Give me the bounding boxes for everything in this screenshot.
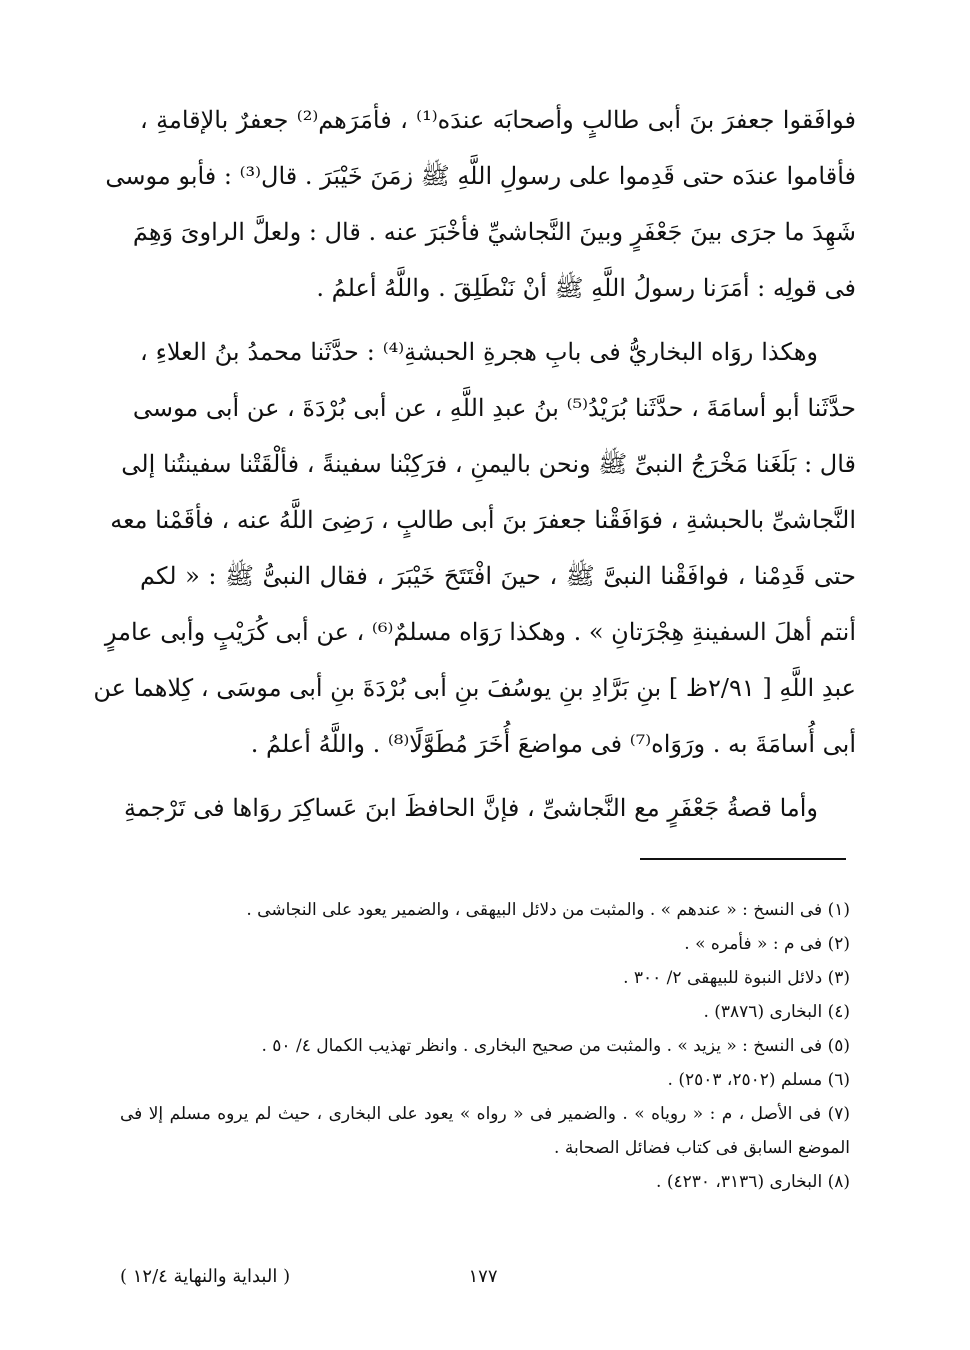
text-line: عبدِ اللَّهِ [ ٢/٩١ظ ] بنِ بَرَّادِ بنِ يوسُفَ بنِ أبى بُرْدَةَ بنِ أبى موسَى ، كِلاهما عن	[93, 674, 856, 702]
main-text	[93, 92, 857, 836]
text-line: وأما قصةُ جَعْفَرٍ مع النَّجاشىِّ ، فإنَّ الحافظَ ابنَ عَساكِرَ روَاها فى تَرْجمةِ	[123, 794, 818, 822]
footnote: (١) فى النسخ : « عندهم » . والمثبت من دلائل البيهقى ، والضمير يعود على النجاشى .	[246, 900, 850, 920]
text-line: حدَّثَنا أبو أسامَةَ ، حدَّثَنا بُرَيْدُ⁽⁵⁾ بنُ عبدِ اللَّهِ ، عن أبى بُرْدَةَ ، عن أبى موسى	[132, 394, 856, 422]
text-line: قال : بَلَغَنا مَخْرَجُ النبىِّ ﷺ ونحن باليمنِ ، فرَكِبْنا سفينةً ، فألْقَتْنا سفينتُنا إلى	[121, 450, 856, 478]
text-line: فى قولِه : أمَرَنا رسولُ اللَّهِ ﷺ أنْ نَنْطَلِقَ . واللَّهُ أعلمُ .	[316, 274, 856, 302]
footnote: (٥) فى النسخ : « يزيد » . والمثبت من صحيح البخارى . وانظر تهذيب الكمال ٤/ ٥٠ .	[261, 1036, 850, 1056]
footnote: (٢) فى م : « فأمره » .	[684, 934, 850, 954]
page-number: ١٧٧	[468, 1266, 498, 1287]
text-line: النَّجاشىِّ بالحبشةِ ، فوَافَقْنا جعفرَ بنَ أبى طالبٍ ، رَضِىَ اللَّهُ عنه ، فأقَمْنا معه	[110, 506, 856, 534]
footnotes	[120, 893, 850, 1199]
text-line: وهكذا روَاه البخاريُّ فى بابِ هجرةِ الحبشةِ⁽⁴⁾ : حدَّثَنا محمدُ بنُ العلاءِ ،	[140, 338, 819, 366]
text-line: أبى أُسامَةَ به . ورَوَاه⁽⁷⁾ فى مواضعَ أُخَرَ مُطَوَّلًا⁽⁸⁾ . واللَّهُ أعلمُ .	[250, 730, 856, 758]
paragraph-3	[123, 780, 856, 836]
footnote-continuation: الموضع السابق فى كتاب فضائل الصحابة .	[554, 1138, 850, 1158]
text-line: شَهِدَ ما جرَى بينَ جَعْفَرٍ وبينَ النَّجاشيِّ فأخْبَرَ عنه . قال : ولعلَّ الراوىَ وَهِمَ	[132, 218, 856, 246]
running-title: ( البداية والنهاية ١٢/٤ )	[120, 1266, 291, 1287]
text-line: حتى قَدِمْنا ، فوافَقْنا النبىَّ ﷺ ، حينَ افْتَتَحَ خَيْبَرَ ، فقال النبىُّ ﷺ : « لكم	[140, 562, 856, 590]
footnote-separator	[640, 858, 846, 860]
text-line: فوافَقوا جعفرَ بنَ أبى طالبٍ وأصحابَه عندَه⁽¹⁾ ، فأمَرَهم⁽²⁾ جعفرٌ بالإقامةِ ،	[140, 106, 857, 134]
footnote: (٦) مسلم (٢٥٠٢، ٢٥٠٣) .	[667, 1070, 850, 1090]
footnote: (٨) البخارى (٣١٣٦، ٤٢٣٠) .	[656, 1172, 850, 1192]
paragraph-1	[105, 92, 857, 316]
footnote: (٧) فى الأصل ، م : « روياه » . والضمير فى « رواه » يعود على البخارى ، حيث لم يروه مسلم إلا فى	[120, 1104, 850, 1124]
footnote: (٤) البخارى (٣٨٧٦) .	[703, 1002, 850, 1022]
paragraph-2	[93, 324, 856, 772]
text-line: أنتم أهلَ السفينةِ هِجْرَتانِ » . وهكذا رَوَاه مسلمٌ⁽⁶⁾ ، عن أبى كُرَيْبٍ وأبى عامرٍ	[104, 618, 856, 646]
text-line: فأقاموا عندَه حتى قَدِموا على رسولِ اللَّهِ ﷺ زمَنَ خَيْبَرَ . قال⁽³⁾ : فأبو موسى	[105, 162, 856, 190]
footnote: (٣) دلائل النبوة للبيهقى ٢/ ٣٠٠ .	[623, 968, 850, 988]
